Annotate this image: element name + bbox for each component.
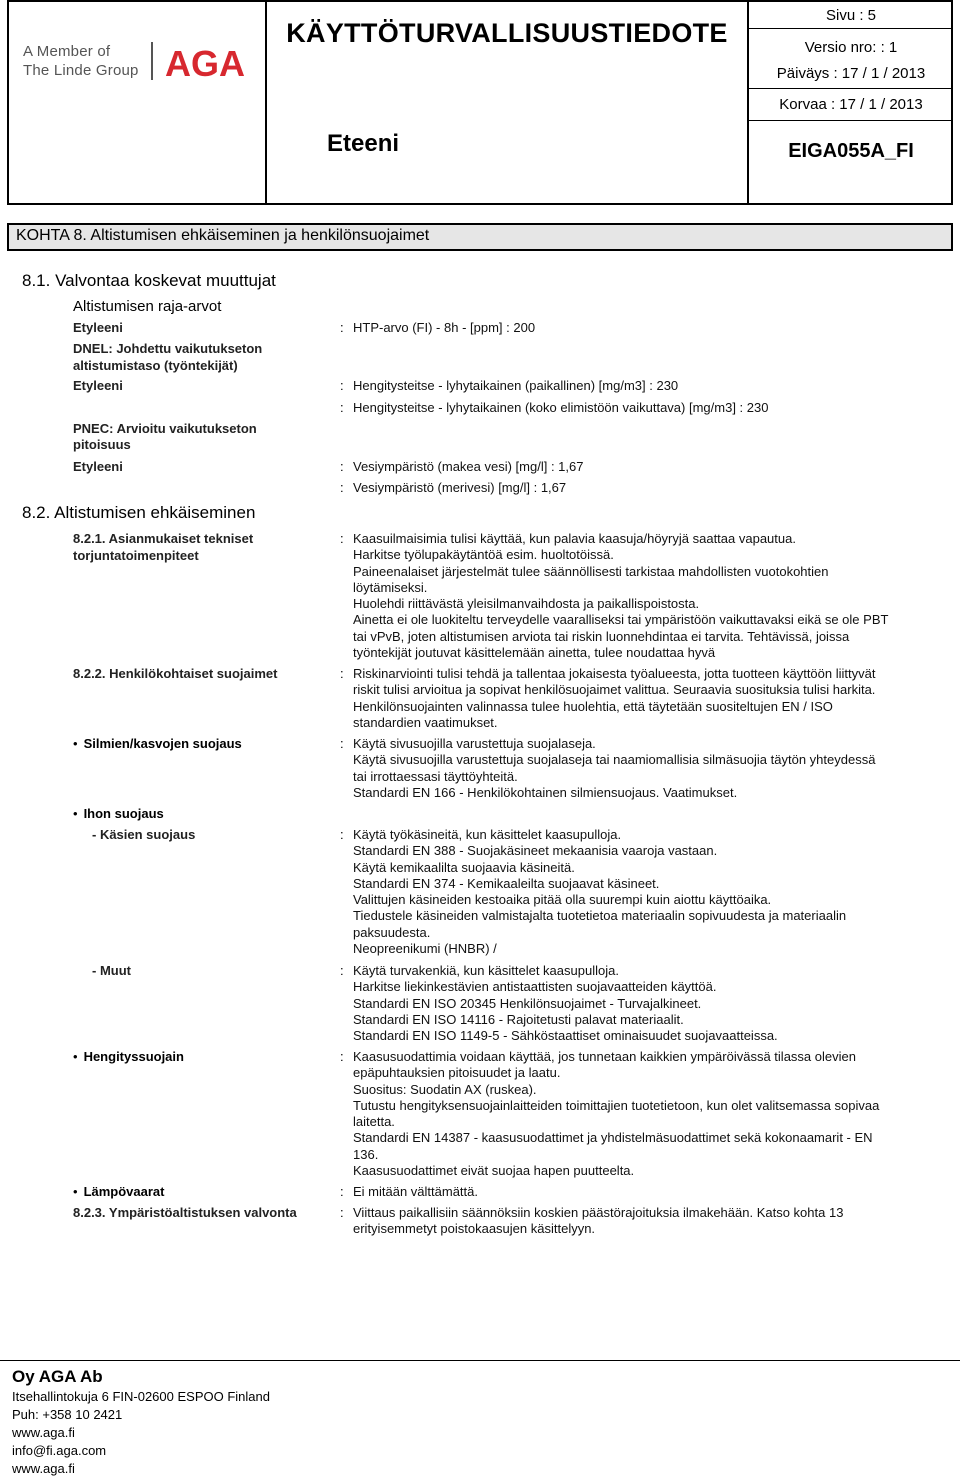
other-protection-label: - Muut: [92, 963, 131, 978]
colon: :: [340, 531, 344, 546]
hand-protection-label: - Käsien suojaus: [92, 827, 196, 842]
member-line-2: The Linde Group: [23, 62, 139, 79]
hand-protection-text: [353, 827, 846, 957]
thermal-hazards-value: Ei mitään välttämättä.: [353, 1184, 478, 1199]
engineering-controls-label: torjuntatoimenpiteet: [73, 548, 199, 563]
text-line: Ainetta ei ole luokiteltu terveydelle vaaralliseksi tai ympäristöön vaikuttavaksi eikä se ole PBT: [353, 612, 889, 628]
text-line: Standardi EN 388 - Suojakäsineet mekaanisia vaaroja vastaan.: [353, 843, 718, 859]
section-title-bar: KOHTA 8. Altistumisen ehkäiseminen ja henkilönsuojaimet: [7, 223, 953, 251]
text-line: Kaasusuodattimet eivät suojaa hapen puutteelta.: [353, 1163, 635, 1179]
environmental-controls-label: 8.2.3. Ympäristöaltistuksen valvonta: [73, 1205, 297, 1220]
issue-date: Päiväys : 17 / 1 / 2013: [776, 65, 926, 82]
text-line: tai irrottaessasi täyttöyhteitä.: [353, 768, 518, 784]
text-line: epäpuhtauksien pitoisuudet ja laatu.: [353, 1065, 561, 1081]
text-line: Standardi EN 374 - Kemikaaleilta suojaavat käsineet.: [353, 875, 660, 891]
text-line: laitetta.: [353, 1114, 395, 1130]
colon: :: [340, 1184, 344, 1199]
htp-value: HTP-arvo (FI) - 8h - [ppm] : 200: [353, 320, 536, 335]
linde-member-text: [23, 42, 139, 80]
text-line: Kaasuilmaisimia tulisi käyttää, kun palavia kaasuja/höyryjä saattaa vapautua.: [353, 531, 796, 546]
meta-divider: [749, 120, 953, 121]
text-line: Standardi EN 14387 - kaasusuodattimet ja yhdistelmäsuodattimet sekä kokonaamarit - EN: [353, 1130, 873, 1146]
footer: [12, 1366, 270, 1478]
text-line: 136.: [353, 1146, 379, 1162]
company-website-link[interactable]: www.aga.fi: [12, 1425, 75, 1440]
document-code: EIGA055A_FI: [788, 140, 914, 162]
dnel-label: DNEL: Johdettu vaikutukseton: [73, 341, 263, 356]
text-line: Käytä sivusuojilla varustettuja suojalaseja.: [353, 736, 596, 751]
eye-protection-label: • Silmien/kasvojen suojaus: [73, 736, 242, 751]
pnec-value: Vesiympäristö (makea vesi) [mg/l] : 1,67: [353, 459, 584, 474]
section-8-2-heading: 8.2. Altistumisen ehkäiseminen: [22, 503, 256, 522]
colon: :: [340, 736, 344, 751]
company-phone: Puh: +358 10 2421: [12, 1407, 123, 1422]
text-line: Henkilönsuojainten valinnassa tulee huolehtia, että täytetään suositeltujen EN / ISO: [353, 698, 833, 714]
text-line: Viittaus paikallisiin säännöksiin koskien päästörajoituksia ilmakehään. Katso kohta 13: [353, 1205, 844, 1220]
company-website-link[interactable]: www.aga.fi: [12, 1461, 75, 1476]
text-line: Standardi EN ISO 1149-5 - Sähköstaattiset ominaisuudet suojavaatteissa.: [353, 1028, 778, 1044]
footer-divider: [0, 1360, 960, 1361]
text-line: paksuudesta.: [353, 924, 431, 940]
colon: :: [340, 963, 344, 978]
pnec-label: PNEC: Arvioitu vaikutukseton: [73, 421, 257, 436]
ppe-text: [353, 666, 875, 731]
colon: :: [340, 1205, 344, 1220]
colon: :: [340, 459, 344, 474]
text-line: Neopreenikumi (HNBR) /: [353, 941, 497, 957]
colon: :: [340, 1049, 344, 1064]
supersedes-date: Korvaa : 17 / 1 / 2013: [779, 96, 923, 113]
text-line: Kaasusuodattimia voidaan käyttää, jos tunnetaan kaikkien ympäröivässä tilassa olevien: [353, 1049, 856, 1064]
exposure-limits-title: Altistumisen raja-arvot: [73, 298, 222, 315]
dnel-value: Hengitysteitse - lyhytaikainen (koko elimistöön vaikuttava) [mg/m3] : 230: [353, 400, 769, 415]
text-line: Käytä kemikaalilta suojaavia käsineitä.: [353, 859, 575, 875]
document-header: [7, 0, 953, 205]
text-line: Huolehdi riittävästä yleisilmanvaihdosta ja paikallispoistosta.: [353, 596, 700, 612]
text-line: riskit tulisi arvioitua ja sopivat henkilösuojaimet valittua. Seuraavia suosituksia tulisi harkita.: [353, 682, 876, 698]
text-line: Käytä sivusuojilla varustettuja suojalaseja tai naamiomallisia silmäsuojia täytön yhteydessä: [353, 752, 876, 768]
substance-label: Etyleeni: [73, 459, 123, 474]
substance-label: Etyleeni: [73, 378, 123, 393]
logo-divider: [151, 42, 153, 80]
text-line: Harkitse työlupakäytäntöä esim. huoltotöissä.: [353, 547, 614, 563]
meta-divider: [749, 88, 953, 89]
page-number: Sivu : 5: [825, 7, 877, 24]
section-8-1-heading: 8.1. Valvontaa koskevat muuttujat: [22, 271, 276, 290]
text-line: Käytä työkäsineitä, kun käsittelet kaasupulloja.: [353, 827, 622, 842]
logo-area: [9, 2, 267, 203]
dnel-value: Hengitysteitse - lyhytaikainen (paikallinen) [mg/m3] : 230: [353, 378, 679, 393]
text-line: Riskinarviointi tulisi tehdä ja tallentaa jokaisesta työalueesta, jotta tuotteen käyttöön liittyvät: [353, 666, 876, 681]
ppe-label: 8.2.2. Henkilökohtaiset suojaimet: [73, 666, 278, 681]
colon: :: [340, 320, 344, 335]
pnec-value: Vesiympäristö (merivesi) [mg/l] : 1,67: [353, 480, 567, 495]
text-line: Paineenalaiset järjestelmät tulee säännöllisesti tarkistaa mahdollisten vuotokohtien: [353, 563, 829, 579]
colon: :: [340, 666, 344, 681]
text-line: Standardi EN ISO 14116 - Rajoitetusti palavat materiaalit.: [353, 1011, 684, 1027]
text-line: tai vPvB, joten altistumisen arviota tai riskin luonnehdintaa ei tarvita. Tehtävissä, joissa: [353, 628, 850, 644]
substance-label: Etyleeni: [73, 320, 123, 335]
colon: :: [340, 378, 344, 393]
company-address: Itsehallintokuja 6 FIN-02600 ESPOO Finland: [12, 1389, 270, 1404]
pnec-label: pitoisuus: [73, 437, 131, 452]
text-line: työntekijät joutuvat käsittelemään ainetta, tulee noudattaa hyvä: [353, 645, 716, 661]
thermal-hazards-label: • Lämpövaarat: [73, 1184, 164, 1199]
colon: :: [340, 400, 344, 415]
respiratory-protection-label: • Hengityssuojain: [73, 1049, 184, 1064]
text-line: standardien vaatimukset.: [353, 714, 498, 730]
company-name: Oy AGA Ab: [12, 1367, 103, 1386]
aga-logo-text: AGA: [165, 43, 245, 84]
environmental-controls-text: [353, 1205, 843, 1238]
document-title: KÄYTTÖTURVALLISUUSTIEDOTE: [286, 18, 728, 48]
text-line: Standardi EN 166 - Henkilökohtainen silmiensuojaus. Vaatimukset.: [353, 784, 738, 800]
engineering-controls-text: [353, 531, 888, 661]
text-line: Tutustu hengityksensuojainlaitteiden toimittajien tuotetietoon, kun olet valitsemassa sopivaa: [353, 1097, 880, 1113]
document-meta: [747, 2, 953, 203]
text-line: Käytä turvakenkiä, kun käsittelet kaasupulloja.: [353, 963, 619, 978]
text-line: Suositus: Suodatin AX (ruskea).: [353, 1081, 537, 1097]
meta-divider: [749, 28, 953, 29]
title-area: [267, 2, 747, 203]
text-line: Standardi EN ISO 20345 Henkilönsuojaimet - Turvajalkineet.: [353, 995, 702, 1011]
aga-logo: [165, 42, 245, 84]
respiratory-protection-text: [353, 1049, 879, 1179]
product-name: Eteeni: [327, 130, 400, 157]
engineering-controls-label: 8.2.1. Asianmukaiset tekniset: [73, 531, 254, 546]
colon: :: [340, 480, 344, 495]
text-line: erityisemmetyt poistokaasujen käsittelyyn.: [353, 1221, 596, 1237]
company-email-link[interactable]: info@fi.aga.com: [12, 1443, 107, 1458]
text-line: löytämiseksi.: [353, 579, 428, 595]
text-line: Valittujen käsineiden kestoaika pitää olla suurempi kuin aiottu käyttöaika.: [353, 892, 772, 908]
text-line: Tiedustele käsineiden valmistajalta tuotetietoa materiaalin sopivuudesta ja materiaalin: [353, 908, 847, 924]
text-line: Harkitse liekinkestävien antistaattisten suojavaatteiden käyttöä.: [353, 979, 717, 995]
dnel-label: altistumistaso (työntekijät): [73, 358, 238, 373]
version-number: Versio nro: : 1: [804, 39, 898, 56]
eye-protection-text: [353, 736, 875, 801]
skin-protection-label: • Ihon suojaus: [73, 806, 164, 821]
colon: :: [340, 827, 344, 842]
other-protection-text: [353, 963, 778, 1044]
member-line-1: A Member of: [23, 43, 111, 60]
